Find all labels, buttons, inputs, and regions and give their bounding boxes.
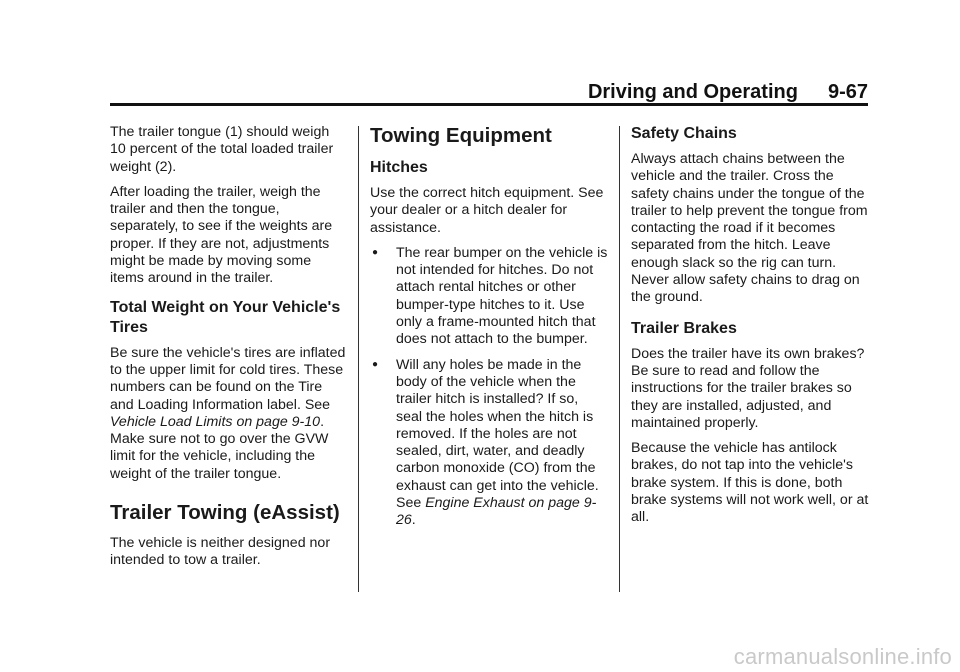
heading-trailer-towing: Trailer Towing (eAssist) bbox=[110, 501, 340, 525]
column-1 bbox=[110, 124, 348, 578]
column-2 bbox=[370, 124, 608, 538]
text-segment: Be sure the vehicle's tires are inflated to the upper limit for cold tires. These numbers can be found on the Tire and Loading Information label. See bbox=[110, 344, 346, 413]
cross-reference-engine-exhaust[interactable]: Engine Exhaust on page 9-26 bbox=[396, 495, 597, 529]
paragraph-tire-inflation bbox=[110, 345, 348, 483]
paragraph-own-brakes: Does the trailer have its own brakes? Be sure to read and follow the instructions for the trailer brakes so they are installed, adjusted, and maintained properly. bbox=[631, 345, 865, 431]
column-3 bbox=[631, 124, 869, 535]
page-number: 9-67 bbox=[827, 81, 868, 103]
paragraph-weigh-trailer: After loading the trailer, weigh the trailer and then the tongue, separately, to see if the weights are proper. If they are not, adjustments might be made by moving some items around in the trailer. bbox=[110, 183, 333, 287]
bullet-icon: ● bbox=[372, 358, 379, 370]
watermark: carmanualsonline.info bbox=[733, 644, 952, 669]
text-segment: . bbox=[411, 512, 416, 529]
heading-safety-chains: Safety Chains bbox=[631, 125, 737, 142]
paragraph-tongue-weight: The trailer tongue (1) should weigh 10 percent of the total loaded trailer weight (2). bbox=[110, 124, 334, 175]
text-segment: Will any holes be made in the body of the vehicle when the trailer hitch is installed? If so, seal the holes when the hitch is removed. If the holes are not sealed, dirt, water, and deadly carbon monoxide (CO) from the exhaust can get into the vehicle. See bbox=[396, 356, 599, 512]
list-item bbox=[370, 245, 608, 349]
heading-hitches: Hitches bbox=[370, 159, 428, 176]
heading-towing-equipment: Towing Equipment bbox=[370, 124, 552, 147]
paragraph-hitch-equipment: Use the correct hitch equipment. See your dealer or a hitch dealer for assistance. bbox=[370, 185, 604, 236]
column-divider-1 bbox=[358, 126, 359, 592]
bullet-icon: ● bbox=[372, 246, 379, 258]
page-header bbox=[110, 78, 868, 104]
paragraph-safety-chains: Always attach chains between the vehicle and the trailer. Cross the safety chains under the tongue of the trailer to help prevent the tongue from contacting the road if it becomes separated from the hitch. Leave enough slack so the rig can turn. Never allow safety chains to drag on the ground. bbox=[631, 151, 868, 306]
header-rule bbox=[110, 103, 868, 106]
cross-reference-load-limits[interactable]: Vehicle Load Limits on page 9-10 bbox=[110, 413, 321, 430]
heading-total-weight: Total Weight on Your Vehicle's Tires bbox=[110, 298, 341, 336]
bullet-text: The rear bumper on the vehicle is not intended for hitches. Do not attach rental hitches or other bumper-type hitches to it. Use only a frame-mounted hitch that does not attach to the bumper. bbox=[396, 244, 608, 348]
list-item bbox=[370, 357, 608, 530]
bullet-text bbox=[396, 357, 608, 530]
heading-trailer-brakes: Trailer Brakes bbox=[631, 319, 737, 337]
section-title: Driving and Operating bbox=[587, 81, 798, 103]
column-divider-2 bbox=[619, 126, 620, 592]
text-segment: . Make sure not to go over the GVW limit for the vehicle, including the weight of the trailer tongue. bbox=[110, 413, 329, 482]
paragraph-not-designed: The vehicle is neither designed nor intended to tow a trailer. bbox=[110, 535, 331, 569]
paragraph-antilock: Because the vehicle has antilock brakes, do not tap into the vehicle's brake system. If this is done, both brake systems will not work well, or at all. bbox=[631, 440, 869, 526]
